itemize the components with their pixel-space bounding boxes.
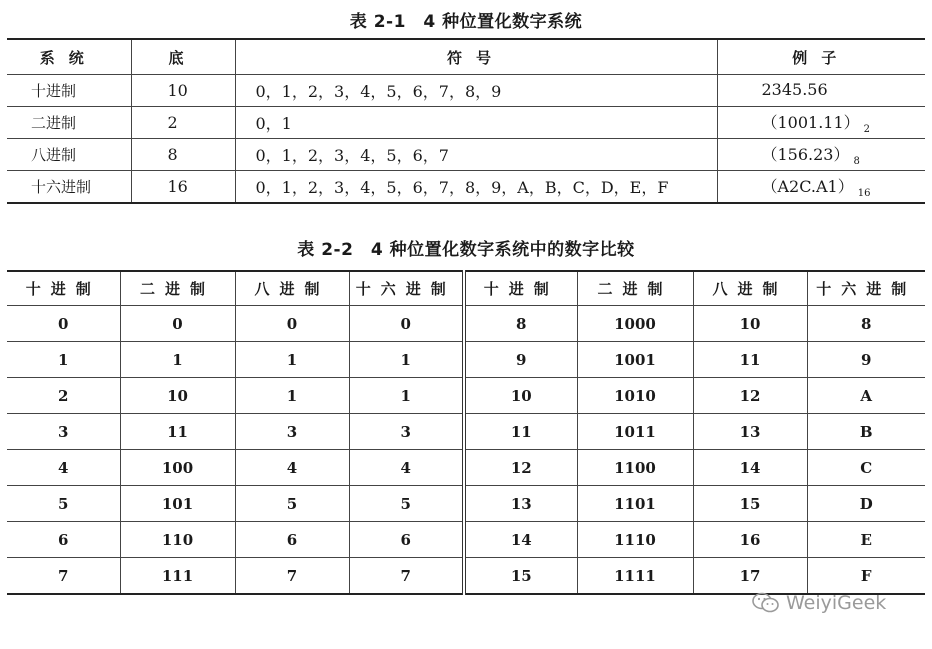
table-cell: 101 [120, 486, 235, 522]
table-cell: 16 [693, 522, 807, 558]
table-cell: 13 [693, 414, 807, 450]
base-cell: 16 [131, 171, 235, 204]
symbols-cell: 0，1，2，3，4，5，6，7，8，9，A，B，C，D，E，F [235, 171, 717, 204]
table-cell: 15 [693, 486, 807, 522]
table-header-row [7, 271, 925, 306]
table-cell: 1111 [577, 558, 693, 595]
table-cell: 1001 [577, 342, 693, 378]
watermark [752, 592, 886, 614]
table2-title: 表 2-2 4 种位置化数字系统中的数字比较 [297, 240, 635, 260]
table-cell: 11 [120, 414, 235, 450]
base-cell: 10 [131, 75, 235, 107]
system-name-cell: 八进制 [7, 139, 131, 171]
table-row [7, 450, 925, 486]
table-cell: 13 [464, 486, 577, 522]
table-row [7, 75, 925, 107]
table-cell: 7 [7, 558, 120, 595]
table-cell: 14 [693, 450, 807, 486]
base-cell: 2 [131, 107, 235, 139]
example-value: （1001.11） [761, 113, 860, 132]
table-cell: 1 [235, 378, 349, 414]
table-cell: 10 [464, 378, 577, 414]
table-cell: 11 [464, 414, 577, 450]
table-cell: D [807, 486, 925, 522]
table-cell: 8 [807, 306, 925, 342]
table-row [7, 171, 925, 204]
table-cell: 6 [235, 522, 349, 558]
table-cell: 8 [464, 306, 577, 342]
table-cell: 15 [464, 558, 577, 595]
table-cell: E [807, 522, 925, 558]
table-row [7, 342, 925, 378]
table-cell: 17 [693, 558, 807, 595]
example-value: 2345.56 [761, 79, 828, 99]
table-cell: 14 [464, 522, 577, 558]
table-cell: 6 [349, 522, 464, 558]
base-cell: 8 [131, 139, 235, 171]
table-cell: A [807, 378, 925, 414]
table-cell: 1100 [577, 450, 693, 486]
example-base-subscript: 8 [853, 156, 860, 167]
table-cell: 2 [7, 378, 120, 414]
symbols-cell: 0，1，2，3，4，5，6，7 [235, 139, 717, 171]
table-row [7, 107, 925, 139]
table-cell: 10 [120, 378, 235, 414]
table-cell: 12 [464, 450, 577, 486]
column-header: 十六进制 [807, 271, 925, 306]
table-cell: 1 [235, 342, 349, 378]
table-cell: 110 [120, 522, 235, 558]
table-cell: 4 [7, 450, 120, 486]
table-cell: 9 [807, 342, 925, 378]
positional-systems-table [7, 38, 925, 204]
header-symbols: 符号 [235, 39, 717, 75]
table-cell: 11 [693, 342, 807, 378]
table-cell: 0 [7, 306, 120, 342]
table-cell: 1101 [577, 486, 693, 522]
table-cell: 4 [235, 450, 349, 486]
table-cell: 5 [235, 486, 349, 522]
table-cell: 7 [349, 558, 464, 595]
table-cell: 12 [693, 378, 807, 414]
table-cell: 0 [349, 306, 464, 342]
table-cell: 1110 [577, 522, 693, 558]
header-base: 底 [131, 39, 235, 75]
table-cell: 1 [349, 378, 464, 414]
column-header: 八进制 [693, 271, 807, 306]
column-header: 二进制 [120, 271, 235, 306]
table-cell: 10 [693, 306, 807, 342]
example-cell [717, 171, 925, 204]
table-cell: 5 [7, 486, 120, 522]
table-cell: 1000 [577, 306, 693, 342]
system-name-cell: 十进制 [7, 75, 131, 107]
table-cell: 1010 [577, 378, 693, 414]
system-name-cell: 二进制 [7, 107, 131, 139]
table-cell: C [807, 450, 925, 486]
table-cell: 3 [7, 414, 120, 450]
table-cell: 9 [464, 342, 577, 378]
example-value: （A2C.A1） [761, 177, 854, 196]
symbols-cell: 0，1，2，3，4，5，6，7，8，9 [235, 75, 717, 107]
symbols-cell: 0，1 [235, 107, 717, 139]
column-header: 十进制 [7, 271, 120, 306]
column-header: 十六进制 [349, 271, 464, 306]
table-cell: 7 [235, 558, 349, 595]
table-row [7, 139, 925, 171]
table-row [7, 378, 925, 414]
system-name-cell: 十六进制 [7, 171, 131, 204]
table-row [7, 414, 925, 450]
table-row [7, 486, 925, 522]
table-row [7, 522, 925, 558]
table-cell: 3 [349, 414, 464, 450]
watermark-text: WeiyiGeek [786, 592, 887, 614]
table-cell: 111 [120, 558, 235, 595]
column-header: 二进制 [577, 271, 693, 306]
table-cell: 3 [235, 414, 349, 450]
number-comparison-table [7, 270, 925, 595]
table-cell: 1 [120, 342, 235, 378]
example-cell [717, 139, 925, 171]
table-cell: 1011 [577, 414, 693, 450]
table-cell: B [807, 414, 925, 450]
column-header: 八进制 [235, 271, 349, 306]
example-base-subscript: 16 [857, 188, 871, 199]
example-base-subscript: 2 [863, 124, 871, 135]
table1-title: 表 2-1 4 种位置化数字系统 [349, 12, 583, 32]
column-header: 十进制 [464, 271, 577, 306]
table-cell: 5 [349, 486, 464, 522]
table-row [7, 558, 925, 595]
header-example: 例子 [717, 39, 925, 75]
example-value: （156.23） [761, 145, 850, 164]
table-cell: 0 [235, 306, 349, 342]
example-cell [717, 107, 925, 139]
table-cell: 1 [7, 342, 120, 378]
table-header-row [7, 39, 925, 75]
table-cell: 0 [120, 306, 235, 342]
wechat-icon [752, 592, 780, 614]
table-cell: 1 [349, 342, 464, 378]
example-cell [717, 75, 925, 107]
table-cell: 100 [120, 450, 235, 486]
table-cell: 6 [7, 522, 120, 558]
table-cell: F [807, 558, 925, 595]
table-cell: 4 [349, 450, 464, 486]
header-system: 系统 [7, 39, 131, 75]
table-row [7, 306, 925, 342]
